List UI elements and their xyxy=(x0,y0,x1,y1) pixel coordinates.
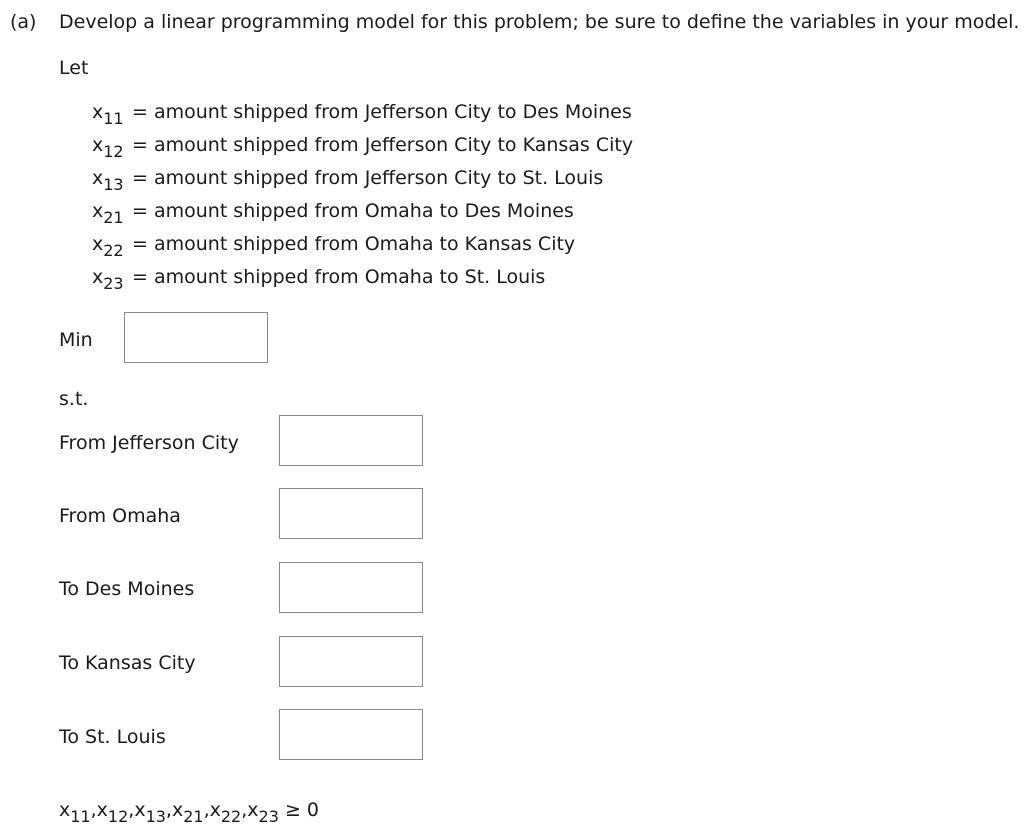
let-label: Let xyxy=(59,57,89,79)
variable-symbol: $x_{13}$ xyxy=(92,167,124,194)
variable-description: = amount shipped from Jefferson City to St. Louis xyxy=(132,167,604,189)
variable-symbol: $x_{22}$ xyxy=(92,233,124,260)
variable-description: = amount shipped from Jefferson City to Kansas City xyxy=(132,134,634,156)
variable-symbol: $x_{12}$ xyxy=(92,134,124,161)
objective-label: Min xyxy=(59,329,93,351)
constraint-label-to-kansas-city: To Kansas City xyxy=(59,652,196,674)
variable-description: = amount shipped from Omaha to Des Moines xyxy=(132,200,574,222)
nonnegativity-constraint: x 11 , x 12 , x 13 , x 21 , x 22 , x 23 ≥ 0 xyxy=(59,799,319,826)
question-part-label: (a) xyxy=(10,11,37,33)
constraint-input-from-omaha[interactable] xyxy=(279,488,423,539)
constraint-label-to-st-louis: To St. Louis xyxy=(59,726,166,748)
variable-description: = amount shipped from Omaha to Kansas City xyxy=(132,233,576,255)
variable-symbol: $x_{23}$ xyxy=(92,266,124,293)
variable-description: = amount shipped from Omaha to St. Louis xyxy=(132,266,546,288)
objective-input[interactable] xyxy=(124,312,268,363)
variable-definition xyxy=(92,167,604,194)
variable-definition xyxy=(92,200,574,227)
question-prompt: Develop a linear programming model for this problem; be sure to define the variables in your model. xyxy=(59,11,1020,33)
constraint-label-from-jefferson-city: From Jefferson City xyxy=(59,432,239,454)
constraint-input-to-kansas-city[interactable] xyxy=(279,636,423,687)
variable-symbol: $x_{21}$ xyxy=(92,200,124,227)
subject-to-label: s.t. xyxy=(59,388,89,410)
variable-description: = amount shipped from Jefferson City to Des Moines xyxy=(132,101,632,123)
variable-definition xyxy=(92,101,632,128)
constraint-label-to-des-moines: To Des Moines xyxy=(59,578,195,600)
constraint-label-from-omaha: From Omaha xyxy=(59,505,181,527)
variable-definition xyxy=(92,134,634,161)
constraint-input-to-des-moines[interactable] xyxy=(279,562,423,613)
variable-symbol: $x_{11}$ xyxy=(92,101,124,128)
constraint-input-to-st-louis[interactable] xyxy=(279,709,423,760)
variable-definition xyxy=(92,233,576,260)
variable-definition xyxy=(92,266,546,293)
constraint-input-from-jefferson-city[interactable] xyxy=(279,415,423,466)
